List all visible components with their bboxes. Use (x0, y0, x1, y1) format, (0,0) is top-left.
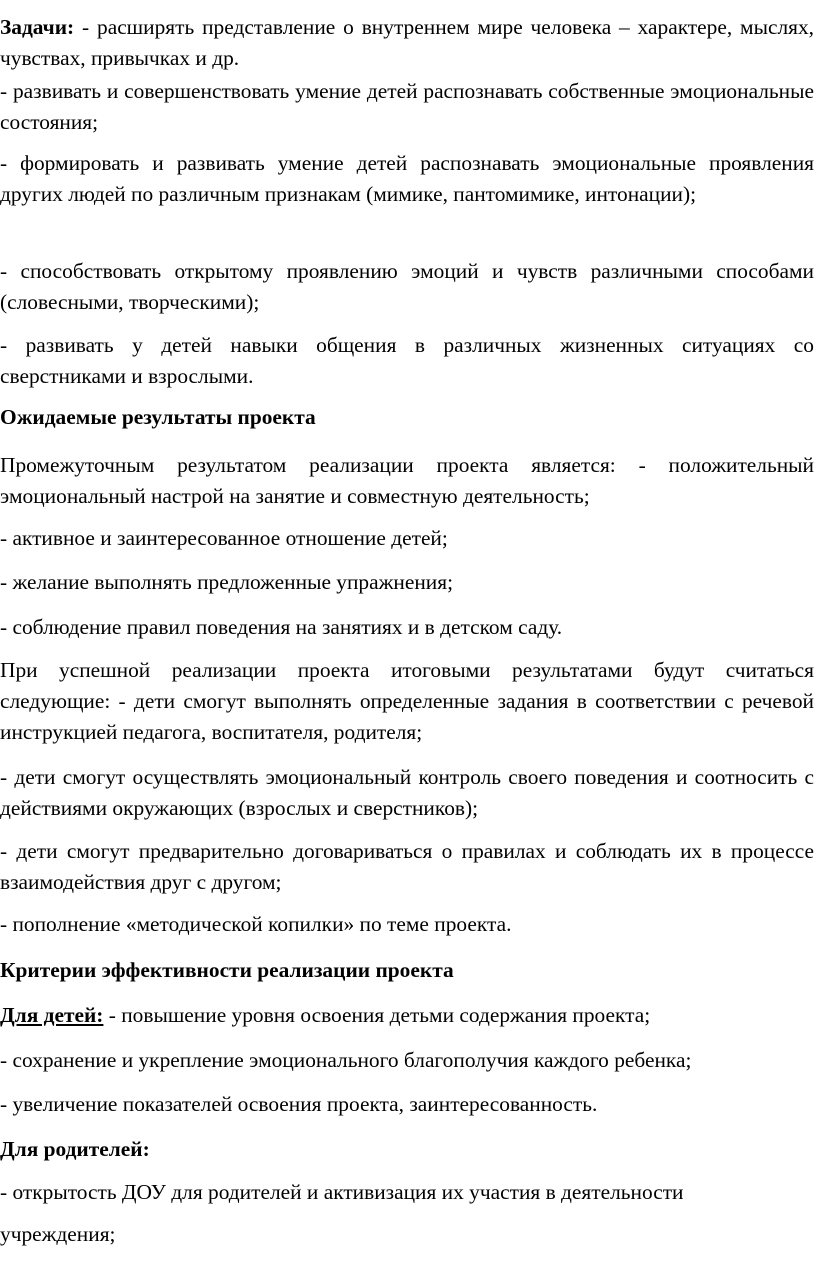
children-criteria-item: - сохранение и укрепление эмоционального благополучия каждого ребенка; (0, 1048, 692, 1072)
intermediate-results-paragraph: Промежуточным результатом реализации проекта является: - положительный эмоциональный настрой на занятие и совместную деятельность; (0, 453, 814, 508)
final-item: - пополнение «методической копилки» по теме проекта. (0, 912, 512, 936)
expected-results-heading: Ожидаемые результаты проекта (0, 405, 316, 429)
intermediate-item: - желание выполнять предложенные упражнения; (0, 570, 454, 594)
final-item: - дети смогут осуществлять эмоциональный контроль своего поведения и соотносить с действиями окружающих (взрослых и сверстников); (0, 765, 814, 820)
tasks-item: - формировать и развивать умение детей распознавать эмоциональные проявления других людей по различным признакам (мимике, пантомимике, интонации); (0, 151, 814, 206)
tasks-item: - развивать у детей навыки общения в различных жизненных ситуациях со сверстниками и взрослыми. (0, 333, 814, 388)
children-criteria-item: - увеличение показателей освоения проекта, заинтересованность. (0, 1092, 598, 1116)
parents-criteria-line: - открытость ДОУ для родителей и активизация их участия в деятельности (0, 1180, 684, 1204)
tasks-intro: - расширять представление о внутреннем мире человека – характере, мыслях, чувствах, привычках и др. (0, 15, 814, 70)
children-label: Для детей: (0, 1003, 104, 1027)
intermediate-item: - соблюдение правил поведения на занятиях и в детском саду. (0, 615, 563, 639)
final-item: - дети смогут предварительно договариваться о правилах и соблюдать их в процессе взаимодействия друг с другом; (0, 839, 814, 894)
tasks-item: - развивать и совершенствовать умение детей распознавать собственные эмоциональные состояния; (0, 79, 814, 134)
tasks-label: Задачи: (0, 15, 75, 39)
parents-criteria-line: учреждения; (0, 1222, 116, 1246)
tasks-paragraph (0, 12, 814, 74)
intermediate-item: - активное и заинтересованное отношение детей; (0, 526, 448, 550)
criteria-heading: Критерии эффективности реализации проекта (0, 958, 454, 982)
parents-label: Для родителей: (0, 1137, 150, 1161)
tasks-item: - способствовать открытому проявлению эмоций и чувств различными способами (словесными, творческими); (0, 259, 814, 314)
children-criteria-paragraph (0, 1000, 814, 1031)
final-results-paragraph: При успешной реализации проекта итоговыми результатами будут считаться следующие: - дети смогут выполнять определенные задания в соответствии с речевой инструкцией педагога, воспитателя, родителя; (0, 658, 814, 744)
children-intro: - повышение уровня освоения детьми содержания проекта; (103, 1003, 651, 1027)
